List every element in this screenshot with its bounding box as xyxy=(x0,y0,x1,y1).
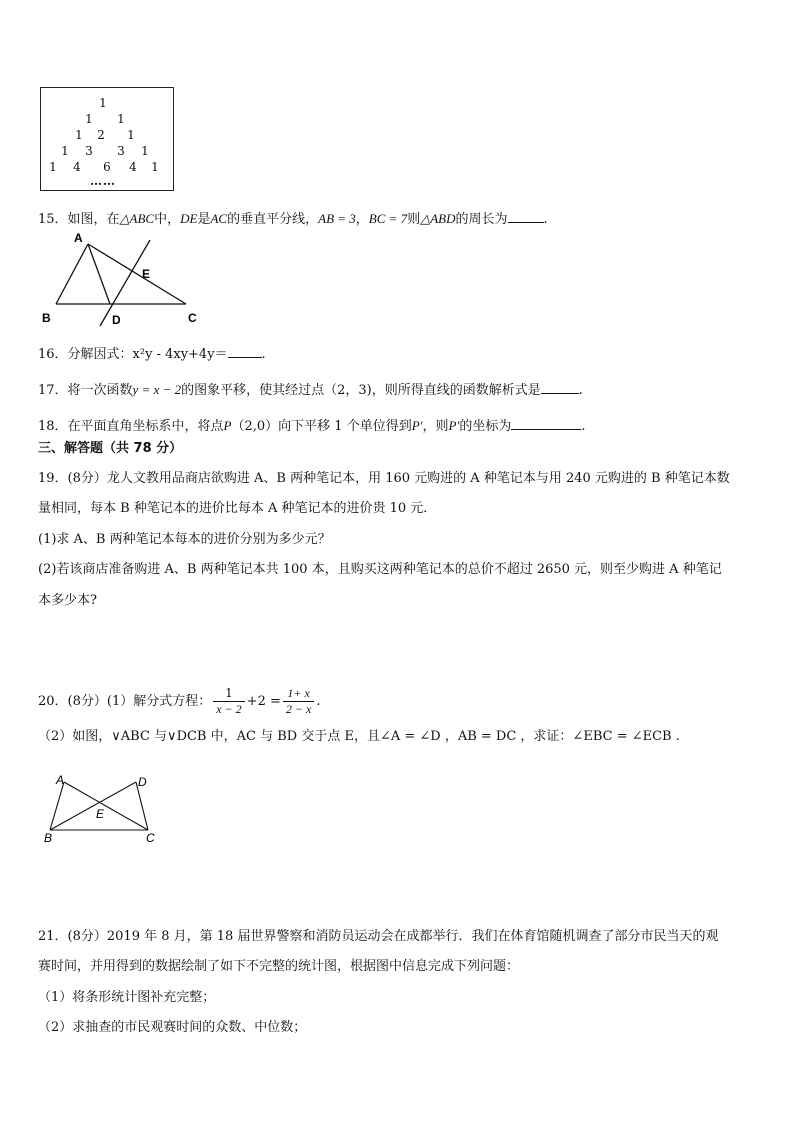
q15-bc-value: BC = 7 xyxy=(368,211,408,226)
segment-ac xyxy=(64,782,148,830)
label-b: B xyxy=(44,831,53,845)
pascal-row-1 xyxy=(41,96,173,111)
q20-fraction-1 xyxy=(213,686,244,717)
q15-ac: AC xyxy=(210,211,228,226)
segment-dc xyxy=(136,782,148,830)
label-c: C xyxy=(146,831,155,845)
q19-line-3: (1)求 A、B 两种笔记本每本的进价分别为多少元？ xyxy=(38,532,331,547)
q18-text: ，则 xyxy=(422,419,449,434)
pascal-cell: 1 xyxy=(117,112,125,126)
q17-text: 17．将一次函数 xyxy=(38,383,133,398)
q21-line-2: 赛时间，并用得到的数据绘制了如下不完整的统计图，根据图中信息完成下列问题： xyxy=(38,959,520,974)
label-b: B xyxy=(42,311,51,325)
pascal-cell: 4 xyxy=(73,160,81,174)
label-d: D xyxy=(112,313,121,327)
segment-bd xyxy=(50,782,136,830)
label-d: D xyxy=(138,775,147,789)
label-e: E xyxy=(96,807,105,821)
question-16 xyxy=(38,344,266,364)
segment-ab xyxy=(56,244,88,304)
pascal-cell: 1 xyxy=(75,128,83,142)
q20-plus-two: +2 = xyxy=(246,694,281,709)
q15-text: ， xyxy=(355,212,369,227)
q15-text: 则 xyxy=(407,212,421,227)
q17-function: y = x − 2 xyxy=(132,382,182,397)
q15-end: . xyxy=(543,212,548,227)
pascal-row-2 xyxy=(41,112,173,127)
q17-answer-blank[interactable] xyxy=(541,380,579,394)
q16-answer-blank[interactable] xyxy=(228,344,262,358)
q20-part-2: （2）如图，∨ABC 与∨DCB 中，AC 与 BD 交于点 E，且∠A = ∠D ，AB = DC ，求证：∠EBC = ∠ECB . xyxy=(38,729,680,744)
q18-text: 的坐标为 xyxy=(459,419,512,434)
q16-end: . xyxy=(261,347,266,362)
q15-triangle-abc: △ABC xyxy=(119,211,155,226)
pascal-cell: 4 xyxy=(129,160,137,174)
question-17 xyxy=(38,380,583,400)
pascal-row-5 xyxy=(41,160,173,175)
q17-text: 的图象平移，使其经过点（2，3)，则所得直线的函数解析式是 xyxy=(181,383,541,398)
question-15 xyxy=(38,209,548,229)
q18-point-p-prime: P′ xyxy=(411,418,423,433)
q18-text: 18．在平面直角坐标系中，将点 xyxy=(38,419,224,434)
pascal-cell: 1 xyxy=(61,144,69,158)
q15-text: 的垂直平分线， xyxy=(227,212,319,227)
pascal-cell: 1 xyxy=(99,96,107,110)
q18-point-p-prime: P′ xyxy=(448,418,460,433)
q21-line-1: 21．(8分）2019 年 8 月，第 18 届世界警察和消防员运动会在成都举行．我们在体育馆随机调查了部分市民当天的观 xyxy=(38,929,719,944)
q15-text: 15．如图，在 xyxy=(38,212,120,227)
pascal-cell: 6 xyxy=(103,160,111,174)
q18-end: . xyxy=(581,419,586,434)
label-a: A xyxy=(56,773,65,787)
q18-answer-blank[interactable] xyxy=(511,416,581,430)
q17-end: . xyxy=(578,383,583,398)
q16-text: 16．分解因式：x²y - 4xy+4y＝ xyxy=(38,347,228,362)
q15-triangle-figure xyxy=(38,232,208,328)
pascal-cell: 2 xyxy=(97,128,105,142)
pascal-cell: 1 xyxy=(49,160,57,174)
pascal-row-3 xyxy=(41,128,173,143)
label-e: E xyxy=(142,267,151,281)
q20-part-1 xyxy=(38,682,320,722)
question-18 xyxy=(38,416,585,436)
q19-line-5: 本多少本? xyxy=(38,593,97,608)
pascal-cell: 1 xyxy=(151,160,159,174)
q19-line-2: 量相同，每本 B 种笔记本的进价比每本 A 种笔记本的进价贵 10 元． xyxy=(38,501,437,516)
q18-text: （2,0）向下平移 1 个单位得到 xyxy=(231,419,412,434)
q19-line-1: 19．(8分）龙人文教用品商店欲购进 A、B 两种笔记本，用 160 元购进的 A 种笔记本与用 240 元购进的 B 种笔记本数 xyxy=(38,471,730,486)
q20-fraction-2 xyxy=(283,686,314,717)
label-a: A xyxy=(74,232,83,245)
q15-text: 是 xyxy=(197,212,211,227)
segment-de-bisector xyxy=(100,240,150,326)
pascal-cell: 1 xyxy=(127,128,135,142)
q15-triangle-abd: △ABD xyxy=(420,211,456,226)
pascal-dots-row xyxy=(41,174,173,189)
q15-text: 中， xyxy=(154,212,181,227)
fraction-denominator: 2 − x xyxy=(285,702,312,716)
pascal-triangle-box xyxy=(40,87,174,191)
q15-de: DE xyxy=(180,211,198,226)
pascal-dots: …… xyxy=(90,174,116,188)
pascal-cell: 1 xyxy=(85,112,93,126)
pascal-cell: 1 xyxy=(141,144,149,158)
q19-line-4: (2)若该商店准备购进 A、B 两种笔记本共 100 本，且购买这两种笔记本的总价不超过 2650 元，则至少购进 A 种笔记 xyxy=(38,562,722,577)
segment-ac xyxy=(88,244,186,304)
q21-line-3: （1）将条形统计图补充完整； xyxy=(38,990,216,1005)
pascal-cell: 3 xyxy=(117,144,125,158)
q15-ab-value: AB = 3 xyxy=(318,211,356,226)
section-heading: 三、解答题（共 78 分） xyxy=(38,441,183,456)
fraction-numerator: 1+ x xyxy=(283,686,314,702)
q20-text: 20．(8分）(1）解分式方程： xyxy=(38,694,212,709)
segment-ad xyxy=(88,244,110,304)
pascal-row-4 xyxy=(41,144,173,159)
pascal-cell: 3 xyxy=(85,144,93,158)
q21-line-4: （2）求抽查的市民观赛时间的众数、中位数； xyxy=(38,1020,307,1035)
q20-end: . xyxy=(316,694,321,709)
label-c: C xyxy=(188,311,197,325)
q20-figure xyxy=(40,772,164,846)
fraction-numerator: 1 xyxy=(213,686,244,702)
q15-text: 的周长为 xyxy=(455,212,508,227)
q18-point-p: P xyxy=(223,418,232,433)
fraction-denominator: x − 2 xyxy=(216,702,242,716)
q15-answer-blank[interactable] xyxy=(508,209,544,223)
